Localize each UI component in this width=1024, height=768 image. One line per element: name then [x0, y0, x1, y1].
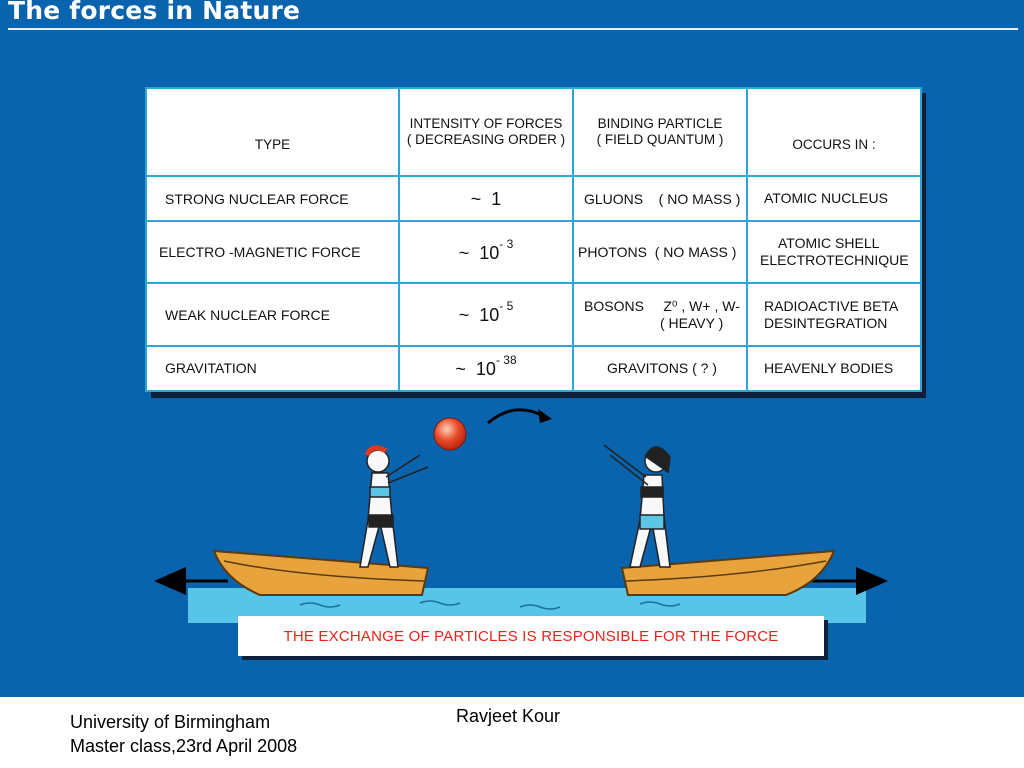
forces-table-container	[145, 87, 920, 392]
throw-arc-arrow	[488, 410, 545, 423]
row-intensity	[399, 221, 573, 283]
row-binding	[573, 176, 747, 221]
left-person	[360, 448, 428, 567]
left-force-arrowhead	[154, 567, 186, 595]
row-binding	[573, 283, 747, 345]
intensity-prefix: ~	[470, 189, 482, 210]
intensity-base: 10	[479, 242, 500, 263]
intensity-base: 1	[491, 189, 502, 210]
exchange-caption: THE EXCHANGE OF PARTICLES IS RESPONSIBLE FOR THE FORCE	[238, 616, 824, 656]
occurs-line2: ELECTROTECHNIQUE	[760, 252, 909, 269]
row-intensity	[399, 176, 573, 221]
row-binding	[573, 221, 747, 283]
header-type: TYPE	[146, 88, 399, 176]
footer-university: University of Birmingham	[70, 712, 271, 732]
row-type: GRAVITATION	[146, 346, 399, 391]
right-person	[604, 445, 670, 567]
binding-line1: PHOTONS ( NO MASS )	[578, 244, 737, 261]
slide-title: The forces in Nature	[8, 0, 301, 25]
right-force-arrowhead	[856, 567, 888, 595]
intensity-base: 10	[479, 305, 500, 326]
table-row	[146, 283, 921, 345]
row-occurs	[747, 283, 921, 345]
footer-institution	[70, 710, 297, 758]
header-binding	[573, 88, 747, 176]
throw-arc-arrowhead	[538, 409, 552, 423]
intensity-prefix: ~	[458, 305, 470, 326]
header-intensity-line2: ( DECREASING ORDER )	[406, 132, 566, 147]
header-intensity-line1: INTENSITY OF FORCES	[409, 116, 563, 131]
table-row	[146, 346, 921, 391]
header-binding-line2: ( FIELD QUANTUM )	[596, 132, 724, 147]
row-intensity	[399, 283, 573, 345]
table-header-row	[146, 88, 921, 176]
row-type: STRONG NUCLEAR FORCE	[146, 176, 399, 221]
table-row	[146, 221, 921, 283]
intensity-base: 10	[475, 358, 496, 379]
intensity-exponent: - 38	[495, 352, 517, 367]
footer-author: Ravjeet Kour	[456, 706, 561, 726]
binding-line1: GLUONS ( NO MASS )	[584, 190, 741, 207]
row-occurs	[747, 221, 921, 283]
title-divider	[8, 28, 1018, 30]
row-intensity	[399, 346, 573, 391]
row-type: WEAK NUCLEAR FORCE	[146, 283, 399, 345]
intensity-exponent: - 3	[499, 236, 514, 251]
table-row	[146, 176, 921, 221]
occurs-line2: DESINTEGRATION	[764, 314, 888, 331]
forces-table	[145, 87, 922, 392]
occurs-line1: RADIOACTIVE BETA	[764, 297, 899, 314]
intensity-prefix: ~	[455, 358, 466, 379]
row-occurs	[747, 176, 921, 221]
intensity-prefix: ~	[458, 242, 470, 263]
binding-line2: ( HEAVY )	[660, 315, 724, 332]
footer-masterclass: Master class,23rd April 2008	[70, 736, 298, 756]
header-intensity	[399, 88, 573, 176]
header-binding-line1: BINDING PARTICLE	[597, 116, 723, 131]
row-occurs	[747, 346, 921, 391]
binding-line1: BOSONS Z⁰ , W+ , W-	[584, 298, 740, 315]
exchange-ball	[434, 418, 466, 450]
occurs-line1: HEAVENLY BODIES	[764, 359, 894, 376]
row-binding	[573, 346, 747, 391]
binding-line1: GRAVITONS ( ? )	[607, 360, 717, 377]
occurs-line1: ATOMIC NUCLEUS	[764, 190, 888, 207]
occurs-line1: ATOMIC SHELL	[778, 235, 880, 252]
row-type: ELECTRO -MAGNETIC FORCE	[146, 221, 399, 283]
header-occurs: OCCURS IN :	[747, 88, 921, 176]
intensity-exponent: - 5	[499, 299, 514, 314]
